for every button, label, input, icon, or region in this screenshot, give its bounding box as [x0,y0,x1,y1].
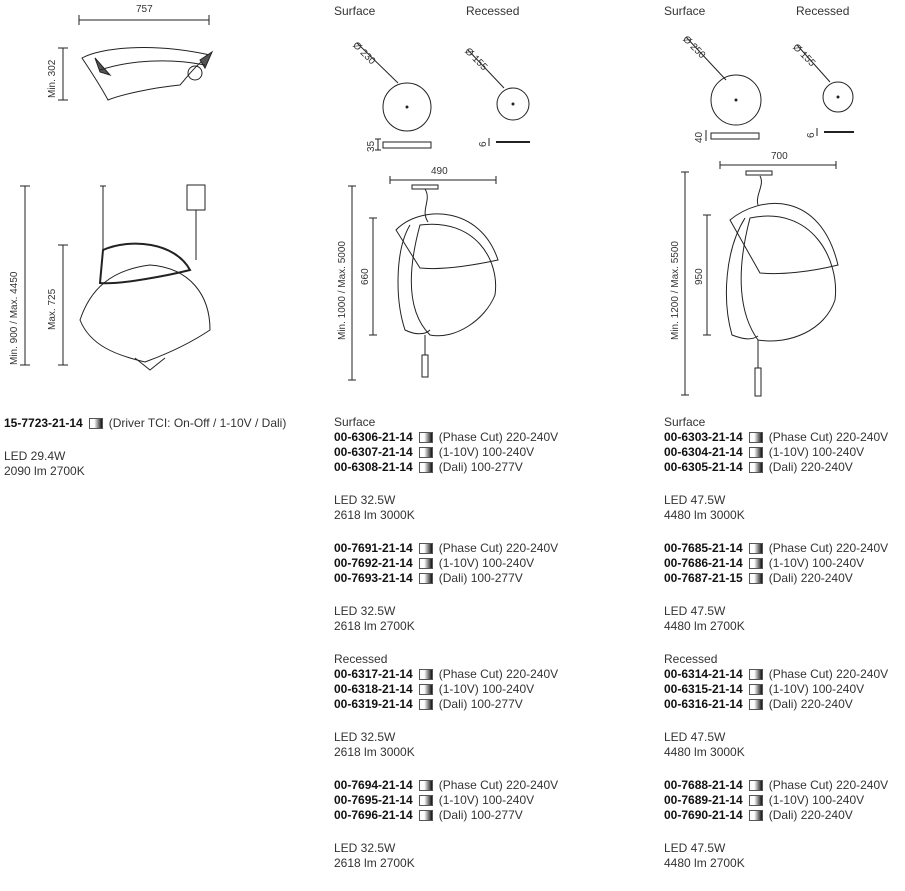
spec-row [664,778,888,793]
product-code: 00-7695-21-14 [334,793,413,807]
spec-column-3 [664,415,888,871]
product-code: 00-6306-21-14 [334,430,413,444]
finish-swatch-icon [419,543,433,554]
spec-row [664,460,888,475]
finish-swatch-icon [419,684,433,695]
luminous-flux: 2090 lm 2700K [4,464,85,478]
dim-width-757: 757 [136,4,153,15]
finish-swatch-icon [419,810,433,821]
product-code: 00-6314-21-14 [664,667,743,681]
led-power: LED 32.5W [334,493,396,507]
dim-height-35: 35 [366,140,377,152]
dim-height-40: 40 [694,131,705,143]
finish-swatch-icon [419,447,433,458]
product-code: 00-7693-21-14 [334,571,413,585]
driver-description: (Driver TCI: On-Off / 1-10V / Dali) [108,416,287,430]
product-code: 00-6319-21-14 [334,697,413,711]
led-power: LED 32.5W [334,604,396,618]
led-power: LED 47.5W [664,604,726,618]
finish-swatch-icon [749,669,763,680]
finish-swatch-icon [749,684,763,695]
product-code: 00-7686-21-14 [664,556,743,570]
spec-row [664,697,888,712]
dim-width-490: 490 [431,166,448,177]
finish-swatch-icon [419,669,433,680]
finish-swatch-icon [89,418,103,429]
product-code: 00-6304-21-14 [664,445,743,459]
driver-description: (1-10V) 100-240V [438,793,535,807]
dim-min-302: Min. 302 [47,59,58,98]
driver-description: (Dali) 220-240V [768,808,853,822]
dim-diameter-155-c: Ø 155 [790,42,818,70]
finish-swatch-icon [749,432,763,443]
dim-pendant-range-a: Min. 900 / Max. 4450 [9,271,20,365]
driver-description: (1-10V) 100-240V [438,682,535,696]
product-code: 00-6315-21-14 [664,682,743,696]
luminous-flux: 4480 lm 3000K [664,508,745,522]
led-power: LED 47.5W [664,730,726,744]
finish-swatch-icon [419,795,433,806]
finish-swatch-icon [419,558,433,569]
spec-row [334,541,558,556]
led-power: LED 47.5W [664,493,726,507]
finish-swatch-icon [419,780,433,791]
dim-diameter-250: Ø 250 [680,34,708,62]
driver-description: (Phase Cut) 220-240V [438,430,559,444]
recessed-label-b: Recessed [466,4,520,18]
luminous-flux: 4480 lm 2700K [664,619,745,633]
product-code: 00-7692-21-14 [334,556,413,570]
finish-swatch-icon [749,543,763,554]
wall-lamp-drawing [58,15,212,100]
spec-row [334,697,558,712]
spec-row [664,667,888,682]
led-power: LED 32.5W [334,841,396,855]
finish-swatch-icon [419,699,433,710]
dim-diameter-155-b: Ø 155 [462,46,490,74]
spec-row [664,541,888,556]
finish-swatch-icon [749,558,763,569]
finish-swatch-icon [749,699,763,710]
dim-height-950: 950 [694,268,705,285]
finish-swatch-icon [749,447,763,458]
product-code: 00-7687-21-15 [664,571,743,585]
driver-description: (Phase Cut) 220-240V [768,430,889,444]
spec-row [334,460,558,475]
product-code: 00-7685-21-14 [664,541,743,555]
recessed-label-c: Recessed [796,4,850,18]
finish-swatch-icon [749,462,763,473]
driver-description: (Phase Cut) 220-240V [768,667,889,681]
luminous-flux: 4480 lm 3000K [664,745,745,759]
product-code: 00-6308-21-14 [334,460,413,474]
product-code: 00-7690-21-14 [664,808,743,822]
luminous-flux: 2618 lm 2700K [334,856,415,870]
surface-heading: Surface [664,415,706,429]
luminous-flux: 4480 lm 2700K [664,856,745,870]
finish-swatch-icon [419,573,433,584]
product-code: 00-6307-21-14 [334,445,413,459]
led-power: LED 47.5W [664,841,726,855]
dim-max-725: Max. 725 [47,288,58,330]
driver-description: (Phase Cut) 220-240V [438,667,559,681]
technical-drawings [0,0,905,400]
driver-description: (1-10V) 100-240V [768,556,865,570]
finish-swatch-icon [749,795,763,806]
product-code: 00-6316-21-14 [664,697,743,711]
finish-swatch-icon [419,432,433,443]
dim-height-6-b: 6 [478,141,489,147]
spec-row [334,682,558,697]
spec-column-2 [334,415,558,871]
driver-description: (1-10V) 100-240V [768,793,865,807]
driver-description: (1-10V) 100-240V [438,556,535,570]
spec-row [334,808,558,823]
luminous-flux: 2618 lm 3000K [334,745,415,759]
recessed-heading: Recessed [334,652,388,666]
finish-swatch-icon [419,462,433,473]
driver-description: (Dali) 100-277V [438,808,523,822]
product-code: 00-6317-21-14 [334,667,413,681]
driver-description: (1-10V) 100-240V [768,682,865,696]
driver-description: (Dali) 100-277V [438,460,523,474]
product-code: 15-7723-21-14 [4,416,83,430]
dim-height-660: 660 [360,268,371,285]
finish-swatch-icon [749,810,763,821]
product-code: 00-7696-21-14 [334,808,413,822]
spec-row [334,667,558,682]
luminous-flux: 2618 lm 2700K [334,619,415,633]
dim-diameter-230: Ø 230 [350,40,378,68]
driver-description: (1-10V) 100-240V [768,445,865,459]
product-code: 00-7688-21-14 [664,778,743,792]
surface-label-b: Surface [334,4,376,18]
spec-column-1 [4,416,286,479]
driver-description: (Phase Cut) 220-240V [438,778,559,792]
recessed-heading: Recessed [664,652,718,666]
driver-description: (Dali) 220-240V [768,571,853,585]
driver-description: (Phase Cut) 220-240V [438,541,559,555]
product-code: 00-7691-21-14 [334,541,413,555]
product-code: 00-6305-21-14 [664,460,743,474]
spec-row [334,778,558,793]
spec-row [334,445,558,460]
finish-swatch-icon [749,780,763,791]
product-code: 00-6303-21-14 [664,430,743,444]
dim-width-700: 700 [771,151,788,162]
spec-row [4,416,286,431]
driver-description: (Dali) 100-277V [438,697,523,711]
spec-row [664,430,888,445]
spec-row [664,682,888,697]
driver-description: (1-10V) 100-240V [438,445,535,459]
dim-pendant-range-b: Min. 1000 / Max. 5000 [337,241,348,340]
product-code: 00-6318-21-14 [334,682,413,696]
driver-description: (Dali) 100-277V [438,571,523,585]
driver-description: (Dali) 220-240V [768,460,853,474]
spec-row [664,571,888,586]
led-power: LED 32.5W [334,730,396,744]
driver-description: (Phase Cut) 220-240V [768,778,889,792]
spec-row [664,445,888,460]
spec-row [334,793,558,808]
led-power: LED 29.4W [4,449,66,463]
surface-label-c: Surface [664,4,706,18]
spec-row [664,808,888,823]
pendant-lamp-drawing [20,185,210,370]
spec-row [664,793,888,808]
spec-row [664,556,888,571]
product-code: 00-7694-21-14 [334,778,413,792]
driver-description: (Dali) 220-240V [768,697,853,711]
driver-description: (Phase Cut) 220-240V [768,541,889,555]
product-code: 00-7689-21-14 [664,793,743,807]
finish-swatch-icon [749,573,763,584]
luminous-flux: 2618 lm 3000K [334,508,415,522]
dim-pendant-range-c: Min. 1200 / Max. 5500 [670,241,681,340]
spec-row [334,571,558,586]
spec-row [334,430,558,445]
dim-height-6-c: 6 [806,132,817,138]
surface-heading: Surface [334,415,376,429]
spec-row [334,556,558,571]
